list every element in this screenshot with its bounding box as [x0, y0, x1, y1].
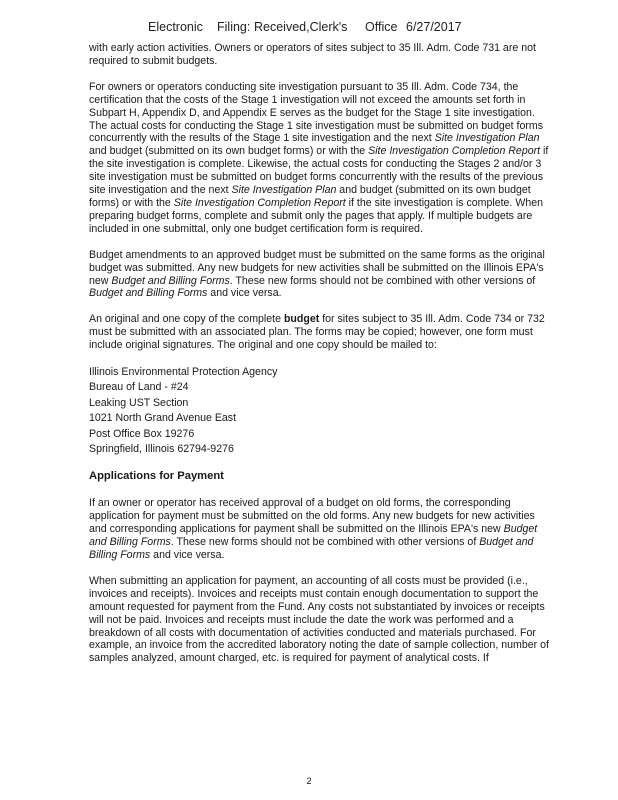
bold-text: budget [283, 313, 320, 326]
text-segment: When submitting an application for payment, an accounting of all costs must be provided (i.e., invoices and receipts). Invoices and receipts must contain enough documentation to support the amount requested for payment from the Fund. Any costs not substantiated by invoices or receipts will not be paid. Invoices and receipts must include the date the work was performed and a breakdown of all costs with documentation of activities conducted and materials purchased. For example, an invoice from the accredited laboratory noting the date of sample collection, number of samples analyzed, amount charged, etc. is required for payment of analytical costs. If [89, 574, 549, 665]
header-electronic: Electronic [148, 20, 203, 34]
text-segment: if the site investigation is complete. When preparing budget forms, complete and submit only the pages that apply. If multiple budgets are included in one submittal, only one budget certification form is required. [89, 196, 543, 235]
paragraph [89, 249, 551, 301]
text-segment: If an owner or operator has received approval of a budget on old forms, the corresponding application for payment must be submitted on the old forms. Any new budgets for new activities and corresponding applications for payment shall be submitted on the Illinois EPA's new [89, 497, 535, 536]
header-date: 6/27/2017 [406, 20, 462, 34]
italic-text: Budget and Billing Forms [89, 536, 534, 561]
italic-text: Site Investigation Completion Report [173, 196, 346, 209]
italic-text: Budget and Billing Forms [89, 523, 538, 549]
header-received: Received,Clerk's [254, 20, 348, 34]
paragraph [89, 42, 551, 68]
paragraph [89, 575, 551, 665]
address-line: Bureau of Land - #24 [89, 381, 189, 394]
paragraph-group-payment [89, 497, 551, 665]
italic-text: Budget and Billing Forms [111, 274, 230, 287]
address-line: Leaking UST Section [89, 396, 189, 409]
text-segment: if the site investigation is complete. Likewise, the actual costs for conducting the Stages 2 and/or 3 site investigation must be submitted on budget forms concurrently with the results of the previous site investigation and the next [89, 145, 549, 197]
address-line: Post Office Box 19276 [89, 427, 195, 440]
text-segment: Budget amendments to an approved budget must be submitted on the same forms as the original budget was submitted. Any new budgets for new activities shall be submitted on the Illinois EPA's new [89, 248, 545, 287]
address-line: Springfield, Illinois 62794-9276 [89, 443, 234, 456]
paragraph [89, 497, 551, 562]
text-segment: and vice versa. [207, 287, 282, 300]
paragraph [89, 81, 551, 236]
text-segment: and budget (submitted on its own budget forms) or with the [89, 145, 369, 158]
paragraph-group-budgets [89, 42, 551, 352]
text-segment: and budget (submitted on its own budget forms) or with the [89, 184, 531, 209]
text-segment: with early action activities. Owners or operators of sites subject to 35 Ill. Adm. Code 731 are not required to submit budgets. [89, 42, 536, 67]
text-segment: For owners or operators conducting site investigation pursuant to 35 Ill. Adm. Code 734, the certification that the costs of the Stage 1 investigation will not exceed the amounts set forth in Subpart H, Appendix D, and Appendix E serves as the budget for the Stage 1 site investigation. The actual costs for conducting the Stage 1 site investigation must be submitted on budget forms concurrently with the results of the Stage 1 site investigation and the next [89, 80, 544, 145]
italic-text: Site Investigation Completion Report [368, 145, 541, 158]
address-line: 1021 North Grand Avenue East [89, 412, 237, 425]
section-heading: Applications for Payment [89, 470, 224, 483]
text-segment: An original and one copy of the complete [89, 313, 284, 326]
italic-text: Site Investigation Plan [231, 184, 337, 197]
text-segment: and vice versa. [150, 549, 225, 561]
paragraph [89, 313, 551, 352]
header-filing: Filing: [217, 20, 251, 34]
document-body [89, 42, 551, 678]
address-line: Illinois Environmental Protection Agency [89, 366, 278, 379]
text-segment: . These new forms should not be combined with other versions of [229, 274, 536, 287]
text-segment: for sites subject to 35 Ill. Adm. Code 734 or 732 must be submitted with an associated plan. The forms may be copied; however, one form must include original signatures. The original and one copy should be mailed to: [89, 313, 545, 352]
text-segment: . These new forms should not be combined with other versions of [170, 536, 480, 549]
page-number: 2 [306, 776, 312, 786]
italic-text: Budget and Billing Forms [89, 287, 208, 300]
header-office: Office [365, 20, 398, 34]
italic-text: Site Investigation Plan [434, 132, 540, 145]
mailing-address [89, 365, 551, 457]
